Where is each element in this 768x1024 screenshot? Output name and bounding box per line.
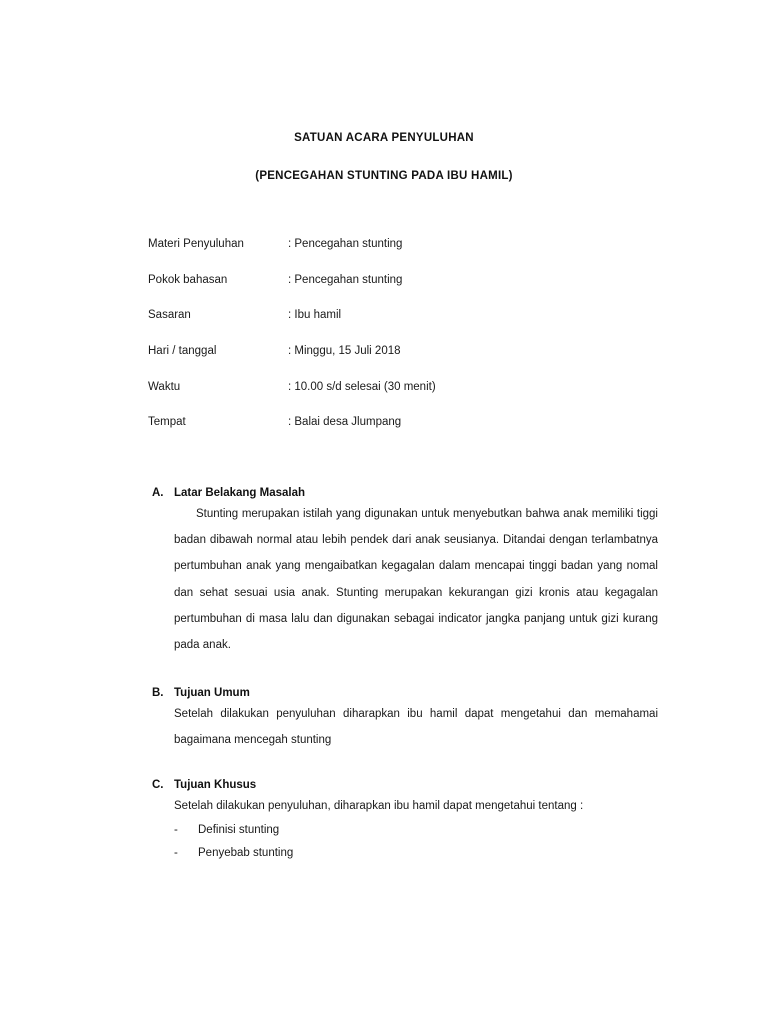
dash-bullet-marker: -: [174, 847, 178, 860]
section-tujuan-umum: [152, 686, 658, 753]
section-body: [152, 701, 658, 753]
metadata-label: Tempat: [148, 416, 186, 429]
section-heading: [152, 778, 658, 793]
metadata-value: : 10.00 s/d selesai (30 menit): [288, 380, 436, 393]
metadata-label: Sasaran: [148, 309, 191, 322]
section-heading: [152, 686, 658, 701]
section-heading: [152, 486, 658, 501]
metadata-value: : Pencegahan stunting: [288, 273, 403, 286]
dash-bullet-marker: -: [174, 823, 178, 836]
section-title: Latar Belakang Masalah: [174, 487, 306, 500]
metadata-row: [148, 381, 768, 417]
section-latar-belakang-masalah: [152, 486, 658, 658]
section-title: Tujuan Umum: [174, 687, 250, 700]
metadata-label: Pokok bahasan: [148, 273, 228, 286]
document-title-block: [0, 0, 768, 182]
section-letter: C.: [152, 778, 164, 791]
metadata-value: : Pencegahan stunting: [288, 238, 403, 250]
metadata-value: : Ibu hamil: [288, 309, 342, 322]
section-title: Tujuan Khusus: [174, 778, 257, 791]
document-title-primary: SATUAN ACARA PENYULUHAN: [294, 132, 474, 144]
section-letter: A.: [152, 487, 164, 500]
metadata-label: Waktu: [148, 380, 181, 393]
metadata-value: : Minggu, 15 Juli 2018: [288, 345, 401, 358]
section-tujuan-khusus: [152, 778, 658, 866]
section-spacer: [152, 754, 658, 778]
section-letter: B.: [152, 687, 164, 700]
section-paragraph: Stunting merupakan istilah yang digunakan untuk menyebutkan bahwa anak memiliki tiggi badan dibawah normal atau lebih pendek dari anak seusianya. Ditandai dengan terlambatnya pertumbuhan anak yang mengaibatkan kegagalan dalam mencapai tinggi badan yang nomal dan sehat sesuai usia anak. Stunting merupakan kekurangan gizi kronis atau kegagalan pertumbuhan di masa lalu dan digunakan sebagai indicator jangka panjang untuk gizi kurang pada anak.: [174, 508, 658, 652]
section-paragraph: Setelah dilakukan penyuluhan diharapkan ibu hamil dapat mengetahui dan memahamai bagaimana mencegah stunting: [174, 708, 658, 747]
metadata-label: Materi Penyuluhan: [148, 238, 244, 250]
section-spacer: [152, 658, 658, 686]
metadata-row: [148, 345, 768, 381]
metadata-row: [148, 274, 768, 310]
list-item: [174, 819, 658, 843]
section-body: [152, 501, 658, 658]
list-item: [174, 842, 658, 866]
section-paragraph: Setelah dilakukan penyuluhan, diharapkan ibu hamil dapat mengetahui tentang :: [174, 799, 584, 812]
document-sections: [0, 486, 768, 866]
metadata-row: [148, 309, 768, 345]
metadata-label: Hari / tanggal: [148, 345, 217, 358]
tujuan-khusus-list: [174, 819, 658, 866]
list-item-label: Definisi stunting: [198, 823, 280, 836]
list-item-label: Penyebab stunting: [198, 847, 294, 860]
metadata-row: [148, 416, 768, 452]
metadata-value: : Balai desa Jlumpang: [288, 416, 402, 429]
section-body: [152, 793, 658, 866]
document-title-subtitle: (PENCEGAHAN STUNTING PADA IBU HAMIL): [255, 169, 513, 182]
metadata-row: [148, 238, 768, 274]
session-metadata-list: [0, 238, 768, 452]
